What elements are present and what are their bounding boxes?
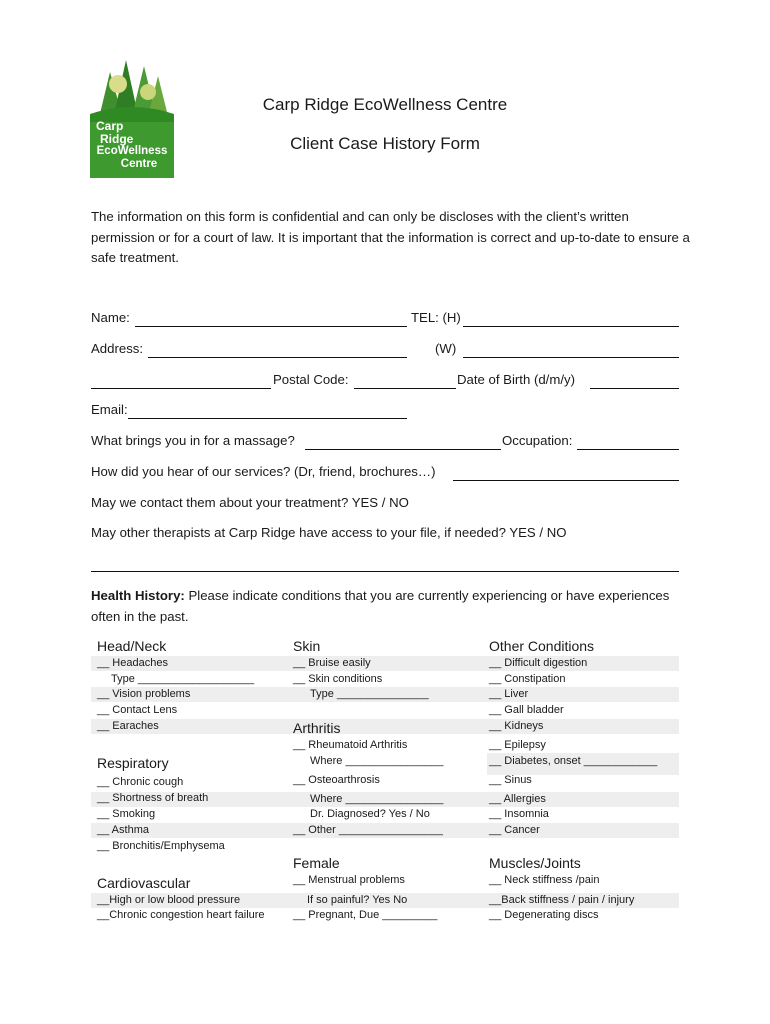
- muscles-joints-heading: Muscles/Joints: [489, 855, 581, 871]
- checkbox-neck-stiffness[interactable]: __ Neck stiffness /pain: [489, 874, 600, 886]
- checkbox-osteoarthrosis[interactable]: __ Osteoarthrosis: [293, 774, 380, 786]
- arthritis-heading: Arthritis: [293, 720, 341, 736]
- checkbox-menstrual-problems[interactable]: __ Menstrual problems: [293, 874, 405, 886]
- painful-yes-no-field[interactable]: If so painful? Yes No: [307, 894, 408, 906]
- checkbox-epilepsy[interactable]: __ Epilepsy: [489, 739, 546, 751]
- respiratory-heading: Respiratory: [97, 755, 169, 771]
- tel-work-field[interactable]: [463, 357, 679, 358]
- address-label: Address:: [91, 341, 144, 356]
- tel-home-label: TEL: (H): [411, 310, 461, 325]
- head-neck-heading: Head/Neck: [97, 638, 167, 654]
- checkbox-back-stiffness[interactable]: __Back stiffness / pain / injury: [489, 894, 635, 906]
- therapist-access-permission: May other therapists at Carp Ridge have access to your file, if needed? YES / NO: [91, 525, 567, 540]
- address-field[interactable]: [148, 357, 407, 358]
- carp-ridge-logo: [90, 52, 174, 178]
- rheumatoid-where-field[interactable]: Where ________________: [310, 755, 444, 767]
- email-field[interactable]: [128, 418, 407, 419]
- checkbox-congestion-heart-failure[interactable]: __Chronic congestion heart failure: [97, 909, 265, 921]
- skin-type-field[interactable]: Type _______________: [310, 688, 429, 700]
- skin-heading: Skin: [293, 638, 321, 654]
- tel-work-label: (W): [435, 341, 457, 356]
- other-conditions-heading: Other Conditions: [489, 638, 595, 654]
- cardiovascular-heading: Cardiovascular: [97, 875, 191, 891]
- osteo-where-field[interactable]: Where ________________: [310, 793, 444, 805]
- checkbox-blood-pressure[interactable]: __High or low blood pressure: [97, 894, 241, 906]
- checkbox-liver[interactable]: __ Liver: [489, 688, 529, 700]
- row-stripe: [91, 719, 679, 734]
- page-title: Carp Ridge EcoWellness Centre: [262, 95, 508, 114]
- massage-reason-field[interactable]: [305, 449, 501, 450]
- page-subtitle: Client Case History Form: [290, 134, 480, 153]
- postal-code-field[interactable]: [354, 388, 456, 389]
- checkbox-constipation[interactable]: __ Constipation: [489, 673, 566, 685]
- health-history-heading: Health History:: [91, 588, 185, 603]
- checkbox-arthritis-other[interactable]: __ Other _________________: [293, 824, 443, 836]
- checkbox-chronic-cough[interactable]: __ Chronic cough: [97, 776, 184, 788]
- checkbox-headaches[interactable]: __ Headaches: [97, 657, 168, 669]
- checkbox-contact-lens[interactable]: __ Contact Lens: [97, 704, 178, 716]
- divider-line: [91, 571, 679, 572]
- occupation-field[interactable]: [577, 449, 679, 450]
- health-history-text: Please indicate conditions that you are currently experiencing or have experiences often in the past.: [91, 588, 670, 624]
- female-heading: Female: [293, 855, 340, 871]
- checkbox-diabetes[interactable]: __ Diabetes, onset ____________: [489, 755, 658, 767]
- logo-word: Ridge: [100, 131, 134, 146]
- referral-field[interactable]: [453, 480, 679, 481]
- checkbox-shortness-of-breath[interactable]: __ Shortness of breath: [97, 792, 209, 804]
- checkbox-earaches[interactable]: __ Earaches: [97, 720, 159, 732]
- checkbox-difficult-digestion[interactable]: __ Difficult digestion: [489, 657, 588, 669]
- logo-word: Centre: [120, 157, 158, 170]
- checkbox-smoking[interactable]: __ Smoking: [97, 808, 156, 820]
- checkbox-bronchitis[interactable]: __ Bronchitis/Emphysema: [97, 840, 225, 852]
- health-history-intro: [91, 586, 691, 627]
- logo-word: Carp: [96, 119, 124, 133]
- occupation-label: Occupation:: [502, 433, 573, 448]
- tel-home-field[interactable]: [463, 326, 679, 327]
- checkbox-allergies[interactable]: __ Allergies: [489, 793, 546, 805]
- checkbox-gall-bladder[interactable]: __ Gall bladder: [489, 704, 564, 716]
- checkbox-vision-problems[interactable]: __ Vision problems: [97, 688, 191, 700]
- checkbox-kidneys[interactable]: __ Kidneys: [489, 720, 544, 732]
- intro-paragraph: The information on this form is confidential and can only be discloses with the client’s written permission or for a court of law. It is important that the information is correct and up-to-date to ensure a safe treatment.: [91, 209, 690, 265]
- name-label: Name:: [91, 310, 130, 325]
- checkbox-pregnant[interactable]: __ Pregnant, Due _________: [293, 909, 438, 921]
- checkbox-rheumatoid-arthritis[interactable]: __ Rheumatoid Arthritis: [293, 739, 408, 751]
- dob-label: Date of Birth (d/m/y): [457, 372, 575, 387]
- massage-reason-label: What brings you in for a massage?: [91, 433, 295, 448]
- name-field[interactable]: [135, 326, 407, 327]
- address-line2-field[interactable]: [91, 388, 271, 389]
- email-label: Email:: [91, 402, 128, 417]
- contact-permission: May we contact them about your treatment? YES / NO: [91, 495, 409, 510]
- checkbox-asthma[interactable]: __ Asthma: [97, 824, 149, 836]
- logo-word: EcoWellness: [96, 145, 168, 157]
- referral-label: How did you hear of our services? (Dr, friend, brochures…): [91, 464, 436, 479]
- postal-code-label: Postal Code:: [273, 372, 349, 387]
- checkbox-sinus[interactable]: __ Sinus: [489, 774, 532, 786]
- checkbox-insomnia[interactable]: __ Insomnia: [489, 808, 549, 820]
- checkbox-degenerating-discs[interactable]: __ Degenerating discs: [489, 909, 599, 921]
- headache-type-field[interactable]: Type ___________________: [111, 673, 255, 685]
- row-stripe: [91, 656, 679, 671]
- checkbox-skin-conditions[interactable]: __ Skin conditions: [293, 673, 383, 685]
- dob-field[interactable]: [590, 388, 679, 389]
- checkbox-bruise-easily[interactable]: __ Bruise easily: [293, 657, 371, 669]
- checkbox-cancer[interactable]: __ Cancer: [489, 824, 540, 836]
- dr-diagnosed-field[interactable]: Dr. Diagnosed? Yes / No: [310, 808, 430, 820]
